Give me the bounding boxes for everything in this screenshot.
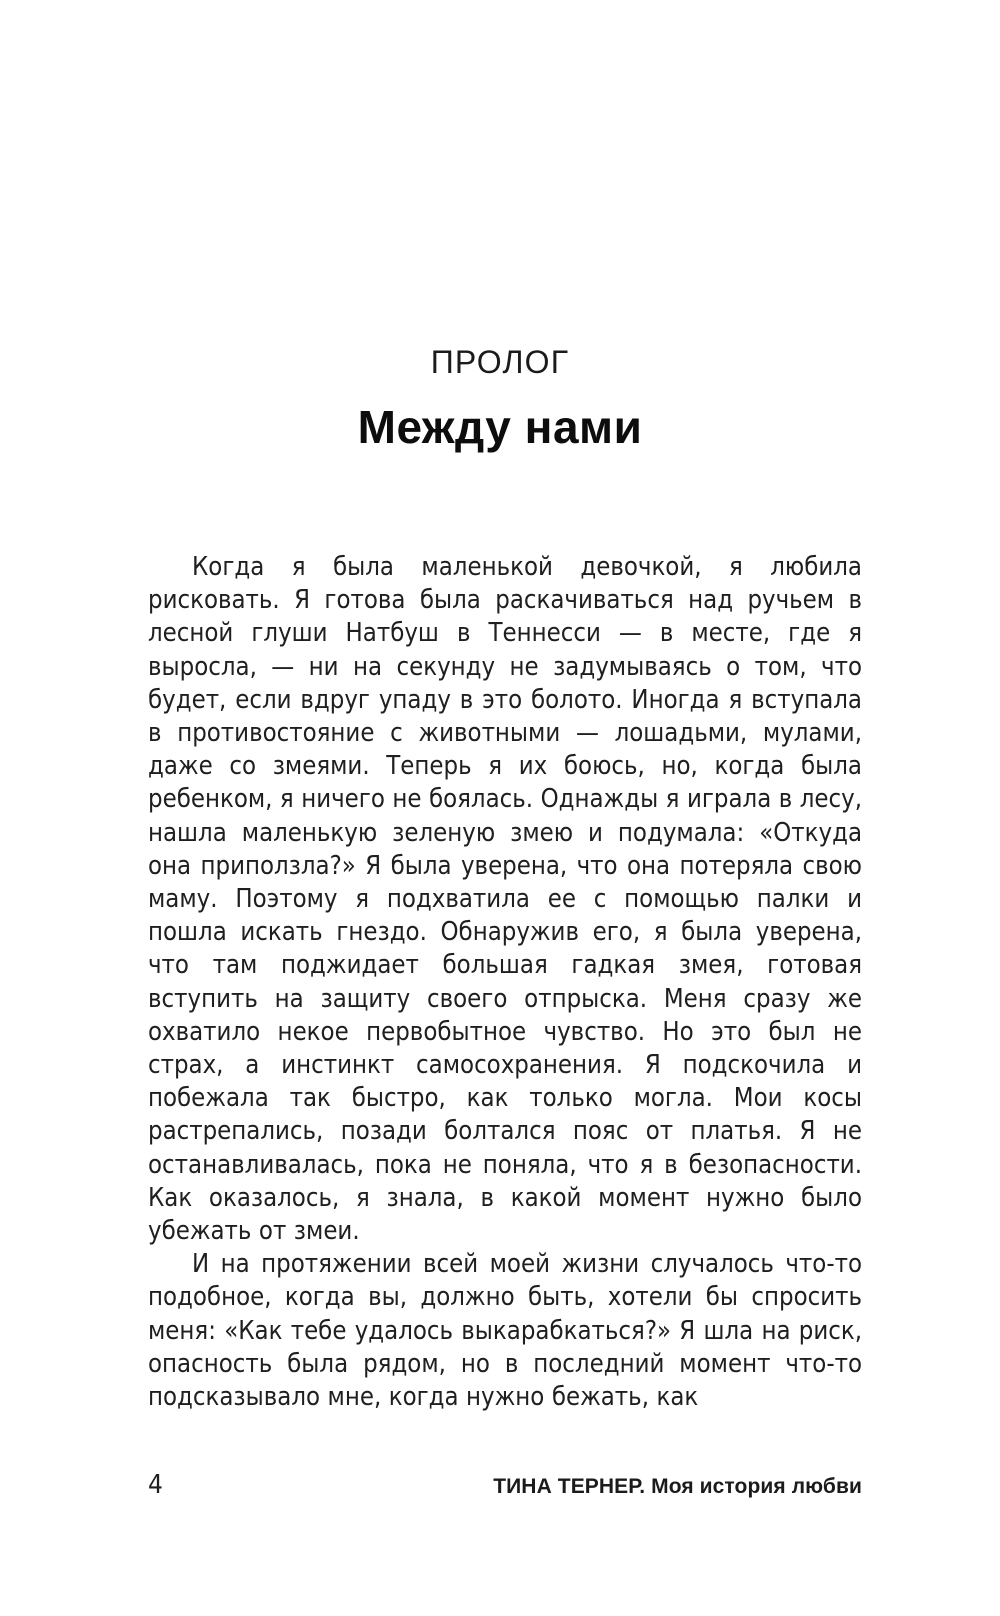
- chapter-title: Между нами: [357, 401, 643, 454]
- body-text-column: [148, 551, 862, 1414]
- body-paragraph: И на протяжении всей моей жизни случалось что-то подобное, когда вы, должно быть, хотели бы спросить меня: «Как тебе удалось выкарабкаться?» Я шла на риск, опасность была рядом, но в последний момент что-то подсказывало мне, когда нужно бежать, как: [148, 1249, 862, 1413]
- running-footer: [148, 1472, 862, 1498]
- chapter-eyebrow-label: ПРОЛОГ: [430, 344, 570, 380]
- chapter-heading-block: [0, 345, 1000, 454]
- running-head-title: ТИНА ТЕРНЕР. Моя история любви: [493, 1475, 862, 1498]
- body-paragraph: Когда я была маленькой девочкой, я любила рисковать. Я готова была раскачиваться над ручьем в лесной глуши Натбуш в Теннесси — в месте, где я выросла, — ни на секунду не задумываясь о том, что будет, если вдруг упаду в это болото. Иногда я вступала в противостояние с животными — лошадьми, мулами, даже со змеями. Теперь я их боюсь, но, когда была ребенком, я ничего не боялась. Однажды я играла в лесу, нашла маленькую зеленую змею и подумала: «Откуда она приползла?» Я была уверена, что она потеряла свою маму. Поэтому я подхватила ее с помощью палки и пошла искать гнездо. Обнаружив его, я была уверена, что там поджидает большая гадкая змея, готовая вступить на защиту своего отпрыска. Меня сразу же охватило некое первобытное чувство. Но это был не страх, а инстинкт самосохранения. Я подскочила и побежала так быстро, как только могла. Мои косы растрепались, позади болтался пояс от платья. Я не останавливалась, пока не поняла, что я в безопасности. Как оказалось, я знала, в какой момент нужно было убежать от змеи.: [148, 552, 863, 1247]
- page-number: 4: [148, 1470, 163, 1500]
